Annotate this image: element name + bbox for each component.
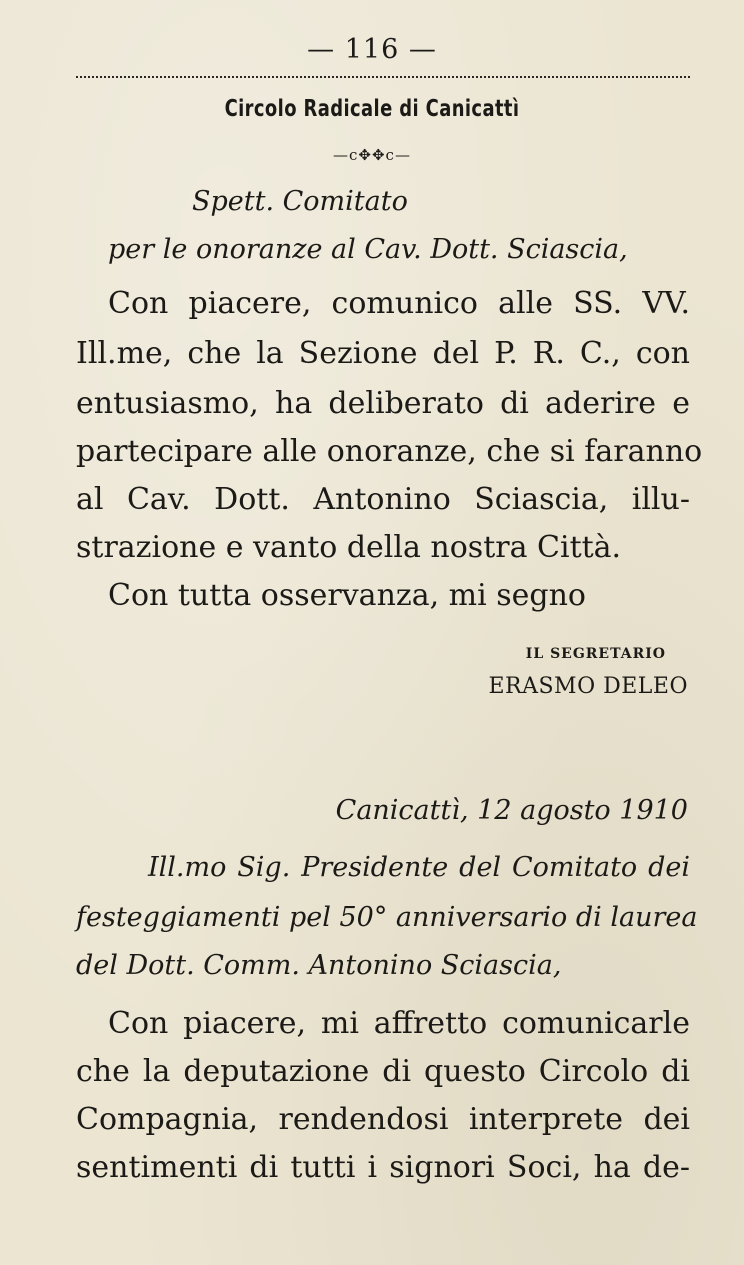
ornament-icon: —c✥✥c—	[333, 146, 411, 164]
letter1-salutation-1: Spett. Comitato	[192, 186, 408, 217]
letter2-body-line: Compagnia, rendendosi interprete dei	[76, 1102, 690, 1137]
dotted-separator	[76, 76, 690, 78]
letter2-salutation-line: festeggiamenti pel 50° anniversario di laurea	[76, 902, 698, 933]
signature-name: ERASMO DELEO	[488, 674, 688, 699]
page-number: — 116 —	[307, 34, 437, 65]
letter2-salutation-line: del Dott. Comm. Antonino Sciascia,	[76, 950, 562, 981]
letter1-body-line: Ill.me, che la Sezione del P. R. C., con	[76, 336, 690, 371]
letter1-closing: Con tutta osservanza, mi segno	[108, 578, 586, 613]
letter2-body-line: sentimenti di tutti i signori Soci, ha de-	[76, 1150, 690, 1185]
letter2-place-date: Canicattì, 12 agosto 1910	[335, 795, 688, 826]
letter1-salutation-2: per le onoranze al Cav. Dott. Sciascia,	[108, 234, 628, 265]
letter1-body-line: strazione e vanto della nostra Città.	[76, 530, 622, 565]
letter2-body-line: che la deputazione di questo Circolo di	[76, 1054, 690, 1089]
signature-title: IL SEGRETARIO	[525, 646, 666, 662]
section-title: Circolo Radicale di Canicattì	[224, 96, 520, 122]
letter1-body-line: partecipare alle onoranze, che si faranno	[76, 434, 703, 469]
letter2-body-line: Con piacere, mi affretto comunicarle	[108, 1006, 690, 1041]
letter1-body-line: al Cav. Dott. Antonino Sciascia, illu-	[76, 482, 690, 517]
letter2-salutation-line: Ill.mo Sig. Presidente del Comitato dei	[148, 852, 690, 883]
letter1-body-line: Con piacere, comunico alle SS. VV.	[108, 286, 690, 321]
letter1-body-line: entusiasmo, ha deliberato di aderire e	[76, 386, 690, 421]
